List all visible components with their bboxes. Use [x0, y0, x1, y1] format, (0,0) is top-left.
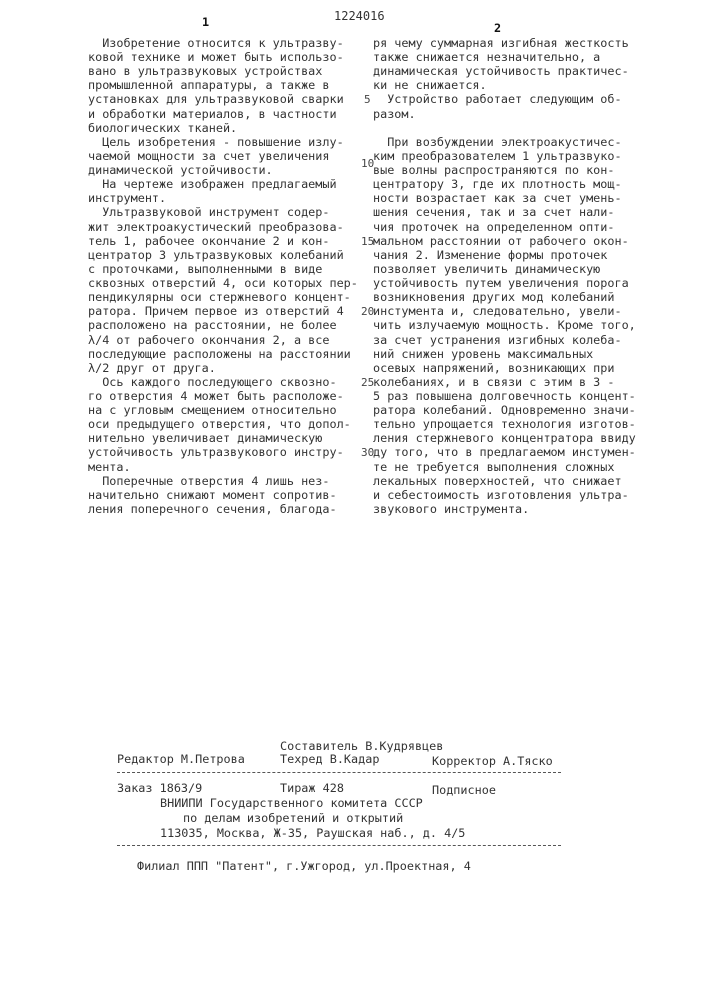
- text-line: биологических тканей.: [88, 121, 237, 135]
- editor: Редактор М.Петрова: [117, 752, 245, 766]
- text-line: тельно упрощается технология изготов-: [373, 417, 636, 431]
- text-line: λ/4 от рабочего окончания 2, а все: [88, 333, 329, 347]
- text-line: позволяет увеличить динамическую: [373, 262, 600, 276]
- divider: [117, 772, 561, 773]
- text-line: пендикулярны оси стержневого концент-: [88, 290, 351, 304]
- text-line: возникновения других мод колебаний: [373, 290, 614, 304]
- text-line: осевых напряжений, возникающих при: [373, 361, 614, 375]
- text-line: Ультразвуковой инструмент содер-: [88, 205, 329, 219]
- text-line: мальном расстоянии от рабочего окон-: [373, 234, 629, 248]
- text-line: звукового инструмента.: [373, 502, 529, 516]
- text-line: динамическая устойчивость практичес-: [373, 64, 629, 78]
- text-line: жит электроакустический преобразова-: [88, 220, 344, 234]
- text-line: го отверстия 4 может быть расположе-: [88, 389, 344, 403]
- text-line: начительно снижают момент сопротив-: [88, 488, 337, 502]
- text-line: ления поперечного сечения, благода-: [88, 502, 337, 516]
- corrector: Корректор А.Тяско: [432, 754, 553, 768]
- text-line: центратор 3 ультразвуковых колебаний: [88, 248, 344, 262]
- text-line: центратору 3, где их плотность мощ-: [373, 177, 622, 191]
- text-line: инстумента и, следовательно, увели-: [373, 304, 622, 318]
- text-line: ду того, что в предлагаемом инстумен-: [373, 445, 636, 459]
- text-line: установках для ультразвуковой сварки: [88, 92, 344, 106]
- text-line: чия проточек на определенном опти-: [373, 220, 614, 234]
- line-number: 25: [361, 376, 374, 389]
- org-line1: ВНИИПИ Государственного комитета СССР: [160, 796, 423, 810]
- text-line: Устройство работает следующим об-: [373, 92, 622, 106]
- text-line: нительно увеличивает динамическую: [88, 431, 322, 445]
- text-line: колебаниях, и в связи с этим в 3 -: [373, 375, 614, 389]
- text-line: мента.: [88, 460, 131, 474]
- text-line: 5 раз повышена долговечность концент-: [373, 389, 636, 403]
- text-line: промышленной аппаратуры, а также в: [88, 78, 329, 92]
- text-line: те не требуется выполнения сложных: [373, 460, 614, 474]
- text-line: ратора. Причем первое из отверстий 4: [88, 304, 344, 318]
- text-line: и себестоимость изготовления ультра-: [373, 488, 629, 502]
- text-line: лекальных поверхностей, что снижает: [373, 474, 622, 488]
- org-line2: по делам изобретений и открытий: [183, 811, 403, 825]
- line-number: 10: [361, 157, 374, 170]
- text-line: ний снижен уровень максимальных: [373, 347, 593, 361]
- text-line: ря чему суммарная изгибная жесткость: [373, 36, 629, 50]
- text-line: При возбуждении электроакустичес-: [373, 135, 622, 149]
- line-number: 15: [361, 235, 374, 248]
- text-line: сквозных отверстий 4, оси которых пер-: [88, 276, 358, 290]
- text-line: чания 2. Изменение формы проточек: [373, 248, 607, 262]
- order: Заказ 1863/9: [117, 781, 202, 795]
- text-line: ности возрастает как за счет умень-: [373, 191, 622, 205]
- line-number: 20: [361, 305, 374, 318]
- text-line: Ось каждого последующего сквозно-: [88, 375, 337, 389]
- text-line: вано в ультразвуковых устройствах: [88, 64, 322, 78]
- text-line: λ/2 друг от друга.: [88, 361, 216, 375]
- text-line: также снижается незначительно, а: [373, 50, 600, 64]
- text-line: ковой технике и может быть использо-: [88, 50, 344, 64]
- text-line: оси предыдущего отверстия, что допол-: [88, 417, 351, 431]
- text-line: динамической устойчивости.: [88, 163, 273, 177]
- patent-number: 1224016: [334, 9, 385, 23]
- line-number: 5: [364, 93, 371, 106]
- techred: Техред В.Кадар: [280, 752, 379, 766]
- subscription: Подписное: [432, 783, 496, 797]
- branch: Филиал ППП "Патент", г.Ужгород, ул.Проектная, 4: [137, 859, 471, 873]
- text-line: последующие расположены на расстоянии: [88, 347, 351, 361]
- text-line: ления стержневого концентратора ввиду: [373, 431, 636, 445]
- text-line: за счет устранения изгибных колеба-: [373, 333, 622, 347]
- text-line: с проточками, выполненными в виде: [88, 262, 322, 276]
- text-line: шения сечения, так и за счет нали-: [373, 205, 614, 219]
- text-line: вые волны распространяются по кон-: [373, 163, 614, 177]
- text-line: устойчивость путем увеличения порога: [373, 276, 629, 290]
- text-line: Изобретение относится к ультразву-: [88, 36, 344, 50]
- page-number-left: 1: [202, 15, 209, 29]
- compiler: Составитель В.Кудрявцев: [280, 739, 443, 753]
- text-line: На чертеже изображен предлагаемый: [88, 177, 337, 191]
- text-line: ки не снижается.: [373, 78, 487, 92]
- text-line: инструмент.: [88, 191, 166, 205]
- line-number: 30: [361, 446, 374, 459]
- text-line: на с угловым смещением относительно: [88, 403, 337, 417]
- text-line: разом.: [373, 107, 416, 121]
- text-line: чаемой мощности за счет увеличения: [88, 149, 329, 163]
- text-line: тель 1, рабочее окончание 2 и кон-: [88, 234, 329, 248]
- text-line: устойчивость ультразвукового инстру-: [88, 445, 344, 459]
- text-line: Поперечные отверстия 4 лишь нез-: [88, 474, 329, 488]
- text-line: ким преобразователем 1 ультразвуко-: [373, 149, 622, 163]
- page-number-right: 2: [494, 21, 501, 35]
- divider: [117, 845, 561, 846]
- circulation: Тираж 428: [280, 781, 344, 795]
- text-line: ратора колебаний. Одновременно значи-: [373, 403, 636, 417]
- text-line: чить излучаемую мощность. Кроме того,: [373, 318, 636, 332]
- org-address: 113035, Москва, Ж-35, Раушская наб., д. 4/5: [160, 826, 465, 840]
- text-line: расположено на расстоянии, не более: [88, 318, 337, 332]
- text-line: Цель изобретения - повышение излу-: [88, 135, 344, 149]
- text-line: и обработки материалов, в частности: [88, 107, 337, 121]
